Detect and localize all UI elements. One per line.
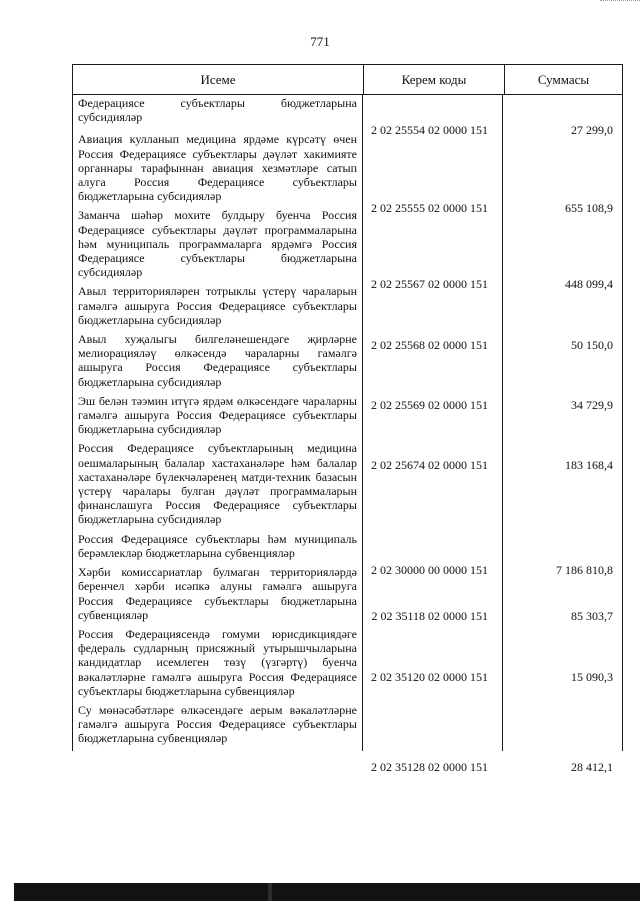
table-row-code: 2 02 25567 02 0000 151: [371, 277, 488, 291]
header-name: Исеме: [73, 65, 364, 94]
table-row-name: Су мөнәсәбәтләре өлкәсендәге аерым вәкаләтләрне гамәлгә ашыруга Россия Федерациясе субъектлары бюджетларына субвенцияләр: [78, 702, 357, 746]
header-amount: Суммасы: [537, 72, 590, 87]
table-row-code: 2 02 30000 00 0000 151: [371, 563, 488, 577]
table-row-name: Авыл территорияләрен тотрыклы үстерү чараларын гамәлгә ашыруга Россия Федерациясе субъектлары бюджетларына субсидияләр: [78, 284, 357, 327]
amount-column: [503, 95, 620, 774]
table-row-code: 2 02 25555 02 0000 151: [371, 201, 488, 215]
table-header: [73, 64, 622, 95]
table-row-amount: 27 299,0: [571, 123, 613, 137]
table-row-name: Заманча шәһәр мохите булдыру буенча Россия Федерациясе субъектлары дәүләт программаларына һәм муниципаль программаларга ярдәмгә Россия Федерациясе субъектлары бюджетларына субсидияләр: [78, 208, 357, 280]
table-row-amount: 85 303,7: [571, 609, 613, 623]
table-row-name: Авиация кулланып медицина ярдәме күрсәтү өчен Россия Федерациясе субъектлары дәүләт хакимияте органнары тарафыннан авиация хезмәтләре сатып алуга Россия Федерациясе субъектлары бюджетларына субсидияләр: [78, 132, 357, 204]
table-row-code: 2 02 35128 02 0000 151: [371, 760, 488, 774]
table-row-amount: 655 108,9: [565, 201, 613, 215]
table-row-amount: 28 412,1: [571, 760, 613, 774]
scan-bottom-notch: [268, 883, 272, 901]
table-row-code: 2 02 35120 02 0000 151: [371, 670, 488, 684]
budget-table: [72, 64, 623, 774]
continued-row-name: Федерациясе субъектлары бюджетларына субсидияләр: [78, 96, 357, 125]
table-row-code: 2 02 25554 02 0000 151: [371, 123, 488, 137]
table-row-code: 2 02 35118 02 0000 151: [371, 609, 488, 623]
header-code: Керем коды: [364, 65, 505, 94]
page-number: 771: [310, 34, 330, 49]
scan-edge-mark: [600, 0, 640, 3]
table-row-amount: 448 099,4: [565, 277, 613, 291]
table-row-amount: 34 729,9: [571, 398, 613, 412]
table-row-amount: 15 090,3: [571, 670, 613, 684]
table-row-code: 2 02 25568 02 0000 151: [371, 338, 488, 352]
name-column: [73, 95, 363, 751]
table-row-amount: 183 168,4: [565, 458, 613, 472]
table-row-code: 2 02 25569 02 0000 151: [371, 398, 488, 412]
table-row-name: Россия Федерациясендә гомуми юрисдикциядәге федераль судларның присяжный утырышчыларына кандидатлар исемлеген төзү (үзгәртү) буенча вәкаләтләрне гамәлгә ашыруга Россия Федерациясе субъектлары бюджетларына субвенцияләр: [78, 626, 357, 698]
table-body: [73, 95, 622, 774]
table-row-name: Эш белән тәэмин итүгә ярдәм өлкәсендәге чараларны гамәлгә ашыруга Россия Федерациясе субъектлары бюджетларына субсидияләр: [78, 393, 357, 437]
scan-bottom-border: [14, 883, 640, 901]
table-row-code: 2 02 25674 02 0000 151: [371, 458, 488, 472]
table-row-name: Хәрби комиссариатлар булмаган территорияләрдә беренчел хәрби исәпкә алуны гамәлгә ашыруга Россия Федерациясе субъектлары бюджетларына субвенцияләр: [78, 565, 357, 622]
table-row-name: Авыл хуҗалыгы билгеләнешендәге җирләрне мелиорацияләү өлкәсендә чараларны гамәлгә ашыруга Россия Федерациясе субъектлары бюджетларына субсидияләр: [78, 332, 357, 389]
code-column: [363, 95, 503, 774]
table-row-name: Россия Федерациясе субъектларының медицина оешмаларының балалар хастаханәләре һәм балалар хастаханәләре бүлекчәләренең матди-техник базасын үстерү чаралары булган дәүләт программаларын финанслашуга Россия Федерациясе субъектлары бюджетларына субсидияләр: [78, 441, 357, 527]
table-row-name: Россия Федерациясе субъектлары һәм муниципаль берәмлекләр бюджетларына субвенцияләр: [78, 531, 357, 560]
table-row-amount: 7 186 810,8: [556, 563, 613, 577]
table-row-amount: 50 150,0: [571, 338, 613, 352]
